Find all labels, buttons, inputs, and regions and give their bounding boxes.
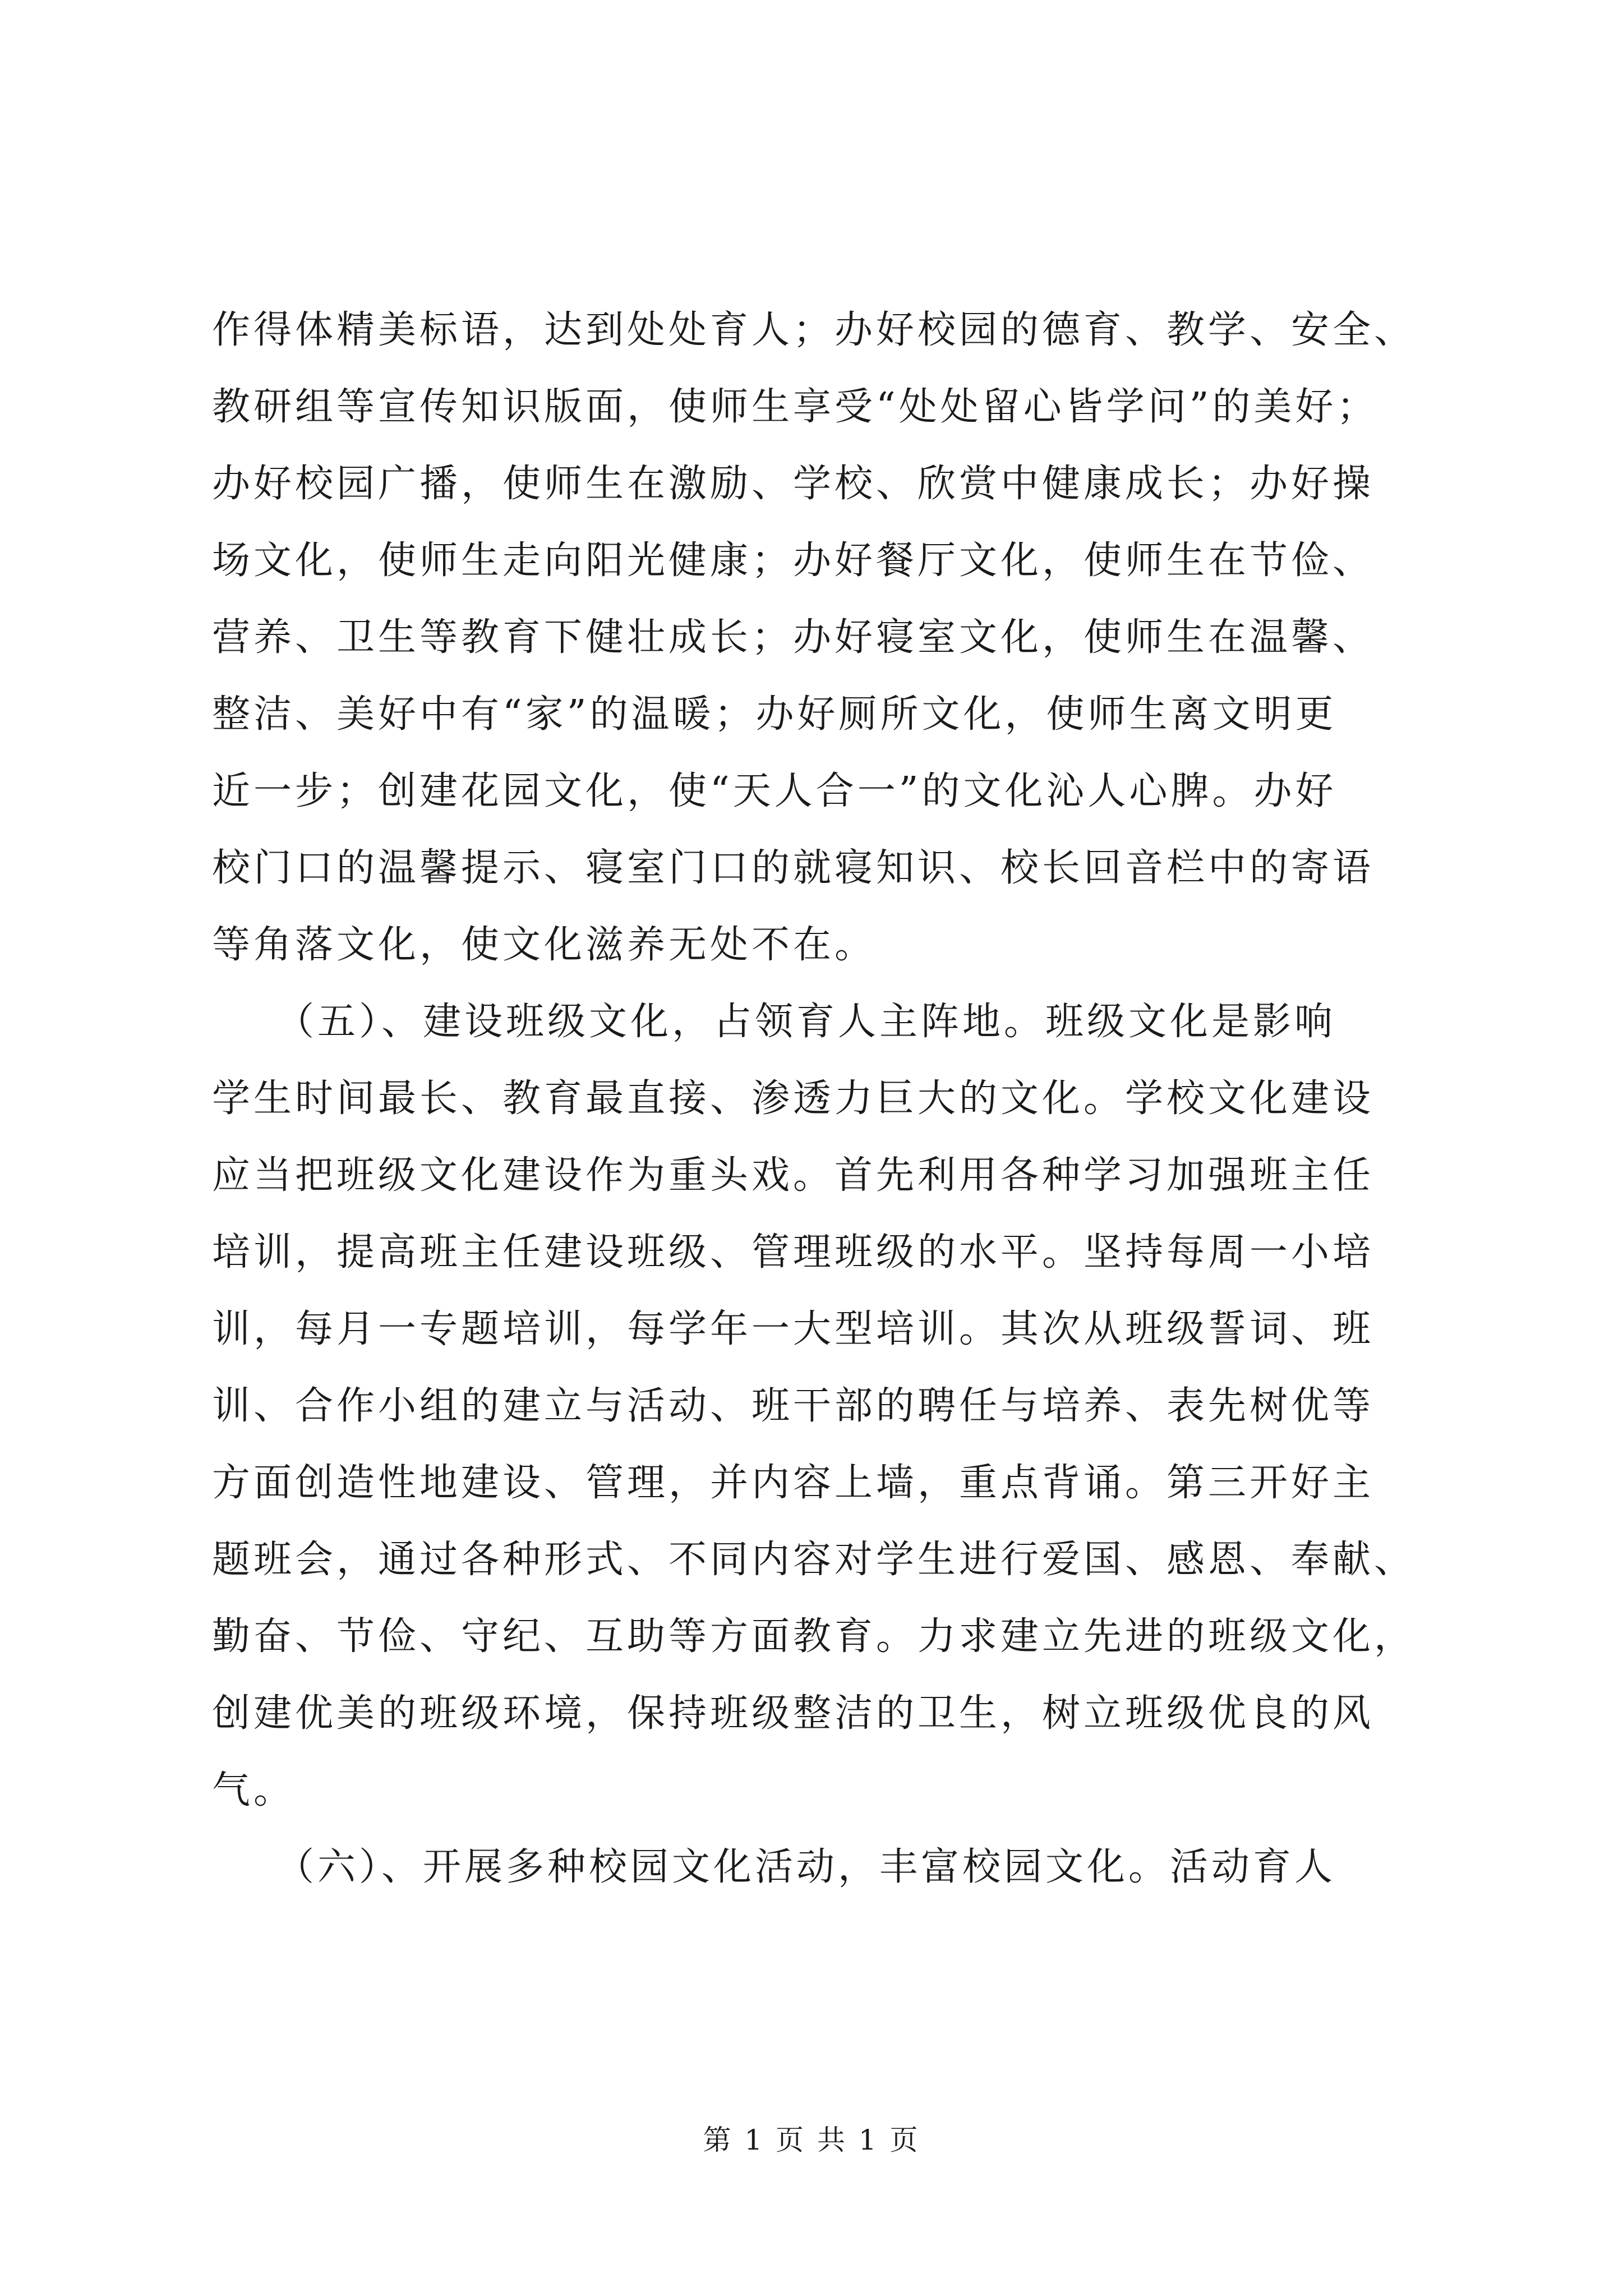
text-line: 整洁、美好中有“家”的温暖；办好厕所文化，使师生离文明更 — [212, 692, 1337, 737]
text-line: 培训，提高班主任建设班级、管理班级的水平。坚持每周一小培 — [212, 1230, 1375, 1274]
text-line: 作得体精美标语，达到处处育人；办好校园的德育、教学、安全、 — [212, 308, 1416, 352]
text-line: 校门口的温馨提示、寝室门口的就寝知识、校长回音栏中的寄语 — [212, 846, 1375, 890]
text-line: 方面创造性地建设、管理，并内容上墙，重点背诵。第三开好主 — [212, 1461, 1375, 1505]
text-line: 训，每月一专题培训，每学年一大型培训。其次从班级誓词、班 — [212, 1307, 1375, 1351]
text-line: 等角落文化，使文化滋养无处不在。 — [212, 923, 877, 967]
text-line: 气。 — [212, 1768, 296, 1812]
text-line: 勤奋、节俭、守纪、互助等方面教育。力求建立先进的班级文化， — [212, 1614, 1416, 1659]
paragraph-start-line: （五）、建设班级文化，占领育人主阵地。班级文化是影响 — [212, 1000, 1336, 1044]
text-line: 应当把班级文化建设作为重头戏。首先利用各种学习加强班主任 — [212, 1153, 1375, 1198]
text-line: 学生时间最长、教育最直接、渗透力巨大的文化。学校文化建设 — [212, 1076, 1375, 1121]
text-line: 办好校园广播，使师生在激励、学校、欣赏中健康成长；办好操 — [212, 462, 1375, 506]
text-line: 创建优美的班级环境，保持班级整洁的卫生，树立班级优良的风 — [212, 1691, 1375, 1736]
text-line: 题班会，通过各种形式、不同内容对学生进行爱国、感恩、奉献、 — [212, 1538, 1416, 1582]
paragraph-start-line: （六）、开展多种校园文化活动，丰富校园文化。活动育人 — [212, 1845, 1336, 1889]
page-footer — [0, 2118, 1623, 2158]
text-line: 教研组等宣传知识版面，使师生享受“处处留心皆学问”的美好； — [212, 385, 1378, 429]
text-line: 场文化，使师生走向阳光健康；办好餐厅文化，使师生在节俭、 — [212, 539, 1375, 583]
page-number-label: 第 1 页 共 1 页 — [703, 2124, 920, 2156]
body-text — [212, 292, 1417, 1906]
text-line: 训、合作小组的建立与活动、班干部的聘任与培养、表先树优等 — [212, 1384, 1375, 1428]
text-line: 营养、卫生等教育下健壮成长；办好寝室文化，使师生在温馨、 — [212, 615, 1375, 660]
text-line: 近一步；创建花园文化，使“天人合一”的文化沁人心脾。办好 — [212, 769, 1337, 813]
